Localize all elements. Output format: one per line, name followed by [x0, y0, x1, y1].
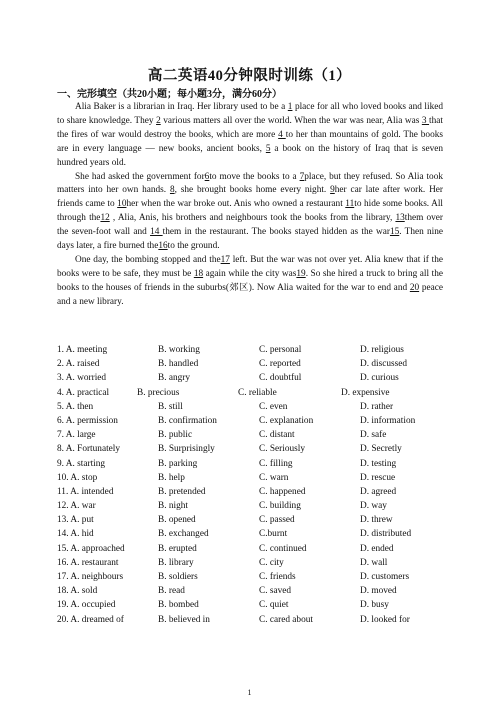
answer-options — [57, 345, 457, 629]
option-choice: B. read — [158, 586, 185, 597]
option-choice: B. still — [158, 401, 183, 412]
option-choice: B. night — [158, 501, 188, 512]
blank-number: 13 — [395, 213, 405, 224]
blank-number: 19 — [296, 268, 306, 279]
blank-number: 2 — [156, 115, 161, 126]
option-choice: D. looked for — [360, 614, 410, 625]
option-row — [57, 558, 457, 572]
option-choice: D. ended — [360, 543, 394, 554]
option-choice: B. believed in — [158, 614, 210, 625]
passage-text: place for all who loved books and liked to share knowledge. They — [57, 102, 443, 126]
passage-text: again while the city was — [203, 268, 297, 279]
option-choice: D. agreed — [360, 486, 397, 497]
option-choice: D. information — [360, 415, 416, 426]
option-choice: B. help — [158, 472, 185, 483]
option-choice: 3. A. worried — [57, 373, 107, 384]
option-choice: 11. A. intended — [57, 486, 114, 497]
passage-text: place, but they refused. So Alia took matters into her own hands. — [57, 171, 444, 196]
blank-number: 11 — [345, 199, 355, 210]
passage-text: them over the seven-foot wall and — [57, 213, 443, 238]
option-choice: 18. A. sold — [57, 586, 98, 597]
blank-number: 9 — [330, 185, 335, 196]
option-choice: 20. A. dreamed of — [57, 614, 124, 625]
blank-number: 10 — [117, 199, 127, 210]
option-choice: B. precious — [137, 387, 180, 398]
option-row — [57, 373, 457, 387]
option-row — [57, 444, 457, 458]
passage-text: , she brought books home every night. — [174, 185, 331, 196]
blank-number: 8 — [169, 185, 175, 196]
passage-paragraph-2 — [57, 171, 443, 254]
option-choice: C. doubtful — [259, 373, 302, 384]
option-choice: B. erupted — [158, 543, 197, 554]
passage-text: , Alia, Anis, his brothers and neighbours took the books from the library, — [109, 213, 396, 224]
passage-text: to her than mountains of gold. The books are in every language — new books, ancient books, — [57, 129, 443, 154]
option-choice: D. safe — [360, 430, 387, 441]
passage-text: She had asked the government for — [75, 171, 205, 182]
passage-paragraph-1 — [57, 101, 443, 171]
passage-text: them in the restaurant. The books stayed hidden as the war — [162, 227, 390, 238]
option-row — [57, 615, 457, 629]
option-choice: B. working — [158, 345, 200, 355]
option-choice: D. customers — [360, 572, 410, 582]
option-choice: D. threw — [360, 515, 393, 526]
option-choice: 19. A. occupied — [57, 600, 116, 611]
option-row — [57, 402, 457, 416]
option-row — [57, 529, 457, 543]
passage-text: that the fires of war would destroy the books, which are more — [57, 115, 443, 140]
option-choice: C. saved — [259, 586, 292, 597]
option-choice: D. curious — [360, 373, 399, 384]
passage-text: her when the war broke out. Anis who owned a restaurant — [126, 199, 346, 210]
option-choice: D. testing — [360, 458, 397, 469]
option-row — [57, 515, 457, 529]
passage-text: Alia Baker is a librarian in Iraq. Her library used to be a — [75, 102, 288, 112]
option-row — [57, 572, 457, 586]
option-choice: B. exchanged — [158, 529, 209, 540]
option-choice: 6. A. permission — [57, 415, 118, 426]
option-choice: B. parking — [158, 458, 198, 469]
option-choice: B. confirmation — [158, 415, 217, 426]
option-choice: C. building — [259, 501, 301, 512]
option-row — [57, 473, 457, 487]
option-row — [57, 487, 457, 501]
option-choice: C. filling — [259, 458, 293, 469]
blank-number: 5 — [265, 143, 271, 154]
option-choice: D. rescue — [360, 472, 396, 483]
passage-paragraph-3 — [57, 254, 443, 310]
blank-number: 14 — [150, 227, 163, 238]
option-choice: 10. A. stop — [57, 472, 98, 483]
option-choice: C. reliable — [238, 387, 277, 398]
option-choice: C. even — [259, 401, 288, 412]
option-choice: B. library — [158, 557, 194, 568]
option-row — [57, 416, 457, 430]
option-choice: D. distributed — [360, 529, 412, 540]
passage-text: One day, the bombing stopped and the — [75, 254, 221, 265]
option-choice: D. busy — [360, 600, 389, 611]
cloze-passage — [57, 101, 443, 310]
option-choice: D. way — [360, 501, 387, 512]
option-choice: C. passed — [259, 515, 295, 526]
option-choice: B. soldiers — [158, 572, 198, 582]
option-choice: 13. A. put — [57, 515, 94, 526]
option-choice: C.burnt — [259, 529, 288, 540]
option-choice: 2. A. raised — [57, 359, 100, 370]
option-choice: D. wall — [360, 557, 388, 568]
option-choice: B. angry — [158, 373, 191, 384]
passage-text: . So she hired a truck to bring all the books to the houses of friends in the suburbs(郊区). Now Alia waited for the war to end and — [57, 268, 443, 293]
option-choice: D. rather — [360, 401, 394, 412]
passage-text: a book on the history of Iraq that is seven hundred years old. — [57, 143, 443, 168]
option-choice: D. moved — [360, 586, 397, 597]
option-choice: C. distant — [259, 430, 295, 441]
passage-text: to the ground. — [167, 241, 220, 252]
option-choice: B. opened — [158, 515, 196, 526]
page-number: 1 — [247, 688, 252, 697]
option-choice: 5. A. then — [57, 401, 94, 412]
passage-text: . Then nine days later, a fire burned the — [57, 227, 444, 252]
option-choice: C. cared about — [259, 614, 313, 625]
option-choice: B. handled — [158, 359, 199, 370]
option-choice: 9. A. starting — [57, 458, 106, 469]
option-choice: C. warn — [259, 472, 289, 483]
passage-text: peace and a new library. — [57, 282, 443, 307]
passage-text: to move the books to a — [209, 171, 300, 182]
option-choice: C. personal — [259, 345, 302, 355]
blank-number: 15 — [389, 227, 400, 238]
option-choice: C. happened — [259, 486, 306, 497]
blank-number: 20 — [409, 282, 420, 293]
option-choice: B. bombed — [158, 600, 199, 611]
blank-number: 4 — [278, 129, 286, 140]
option-choice: 16. A. restaurant — [57, 557, 119, 568]
passage-text: left. But the war was not over yet. Alia knew that if the books were to be safe, they must be — [57, 254, 443, 279]
blank-number: 18 — [193, 268, 204, 279]
option-choice: D. religious — [360, 345, 404, 355]
option-choice: C. city — [259, 557, 284, 568]
blank-number: 12 — [100, 213, 110, 224]
option-choice: C. explanation — [259, 415, 314, 426]
blank-number: 3 — [421, 115, 430, 126]
option-row — [57, 501, 457, 515]
option-choice: B. Surprisingly — [158, 444, 215, 455]
option-choice: C. Seriously — [259, 444, 305, 455]
option-choice: C. continued — [259, 543, 307, 554]
passage-text: her car late after work. Her friends came to — [57, 185, 444, 210]
passage-text: to hide some books. All through the — [57, 199, 444, 224]
blank-number: 7 — [299, 171, 305, 182]
option-choice: 15. A. approached — [57, 543, 125, 554]
option-row — [57, 430, 457, 444]
option-choice: 8. A. Fortunately — [57, 444, 121, 455]
option-choice: 7. A. large — [57, 430, 96, 441]
option-choice: B. pretended — [158, 486, 206, 497]
option-row — [57, 345, 457, 359]
option-choice: D. discussed — [360, 359, 407, 370]
option-choice: D. expensive — [341, 387, 390, 398]
blank-number: 17 — [220, 254, 230, 265]
option-row — [57, 586, 457, 600]
option-choice: 14. A. hid — [57, 529, 94, 540]
blank-number: 16 — [158, 241, 168, 252]
option-choice: C. friends — [259, 572, 296, 582]
option-row — [57, 459, 457, 473]
passage-text: various matters all over the world. When the war was near, Alia was — [160, 115, 422, 126]
option-choice: 17. A. neighbours — [57, 572, 124, 582]
option-choice: B. public — [158, 430, 193, 441]
option-choice: D. Secretly — [360, 444, 402, 455]
option-choice: C. quiet — [259, 600, 289, 611]
option-row — [57, 544, 457, 558]
option-choice: 1. A. meeting — [57, 345, 108, 355]
blank-number: 6 — [204, 171, 210, 182]
option-row — [57, 600, 457, 614]
option-choice: C. reported — [259, 359, 301, 370]
page-title: 高二英语40分钟限时训练（1） — [147, 68, 352, 84]
section-heading: 一、完形填空（共20小题；每小题3分，满分60分） — [57, 89, 282, 100]
option-row — [57, 388, 457, 402]
option-choice: 12. A. war — [57, 501, 96, 512]
option-choice: 4. A. practical — [57, 387, 110, 398]
option-row — [57, 359, 457, 373]
blank-number: 1 — [287, 102, 293, 112]
